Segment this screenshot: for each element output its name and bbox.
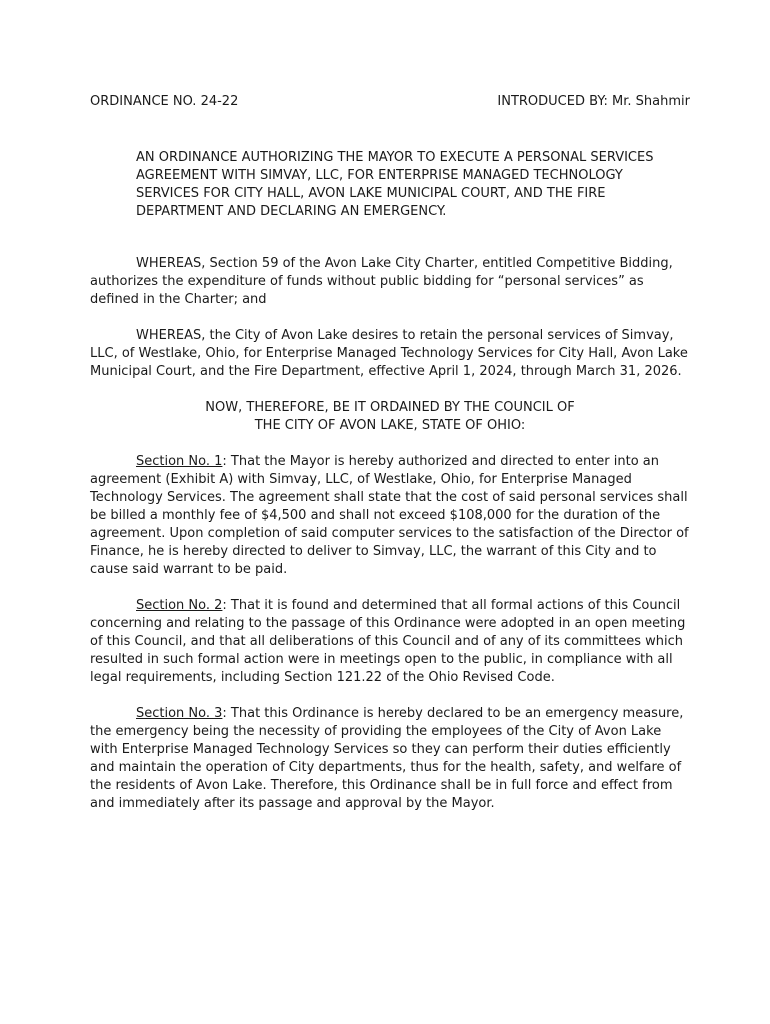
section-1-paragraph [90, 453, 690, 579]
document-header [90, 93, 690, 111]
section-3-paragraph [90, 705, 690, 813]
ordinance-body [90, 255, 690, 831]
section-2-text: : That it is found and determined that all formal actions of this Council concerning and relating to the passage of this Ordinance were adopted in an open meeting of this Council, and that all deliberations of this Council and of any of its committees which resulted in such formal action were in meetings open to the public, in compliance with all legal requirements, including Section 121.22 of the Ohio Revised Code. [90, 598, 686, 685]
whereas-paragraph-2: WHEREAS, the City of Avon Lake desires to retain the personal services of Simvay, LLC, of Westlake, Ohio, for Enterprise Managed Technology Services for City Hall, Avon Lake Municipal Court, and the Fire Department, effective April 1, 2024, through March 31, 2026. [90, 328, 688, 379]
ordinance-number: ORDINANCE NO. 24-22 [90, 94, 239, 109]
ordaining-clause-line-2: THE CITY OF AVON LAKE, STATE OF OHIO: [254, 418, 526, 433]
section-3-label: Section No. 3 [136, 706, 223, 721]
introduced-by: INTRODUCED BY: Mr. Shahmir [497, 94, 690, 109]
section-1-label: Section No. 1 [136, 454, 223, 469]
section-3-text: : That this Ordinance is hereby declared to be an emergency measure, the emergency being the necessity of providing the employees of the City of Avon Lake with Enterprise Managed Technology Services so they can perform their duties efficiently and maintain the operation of City departments, thus for the health, safety, and welfare of the residents of Avon Lake. Therefore, this Ordinance shall be in full force and effect from and immediately after its passage and approval by the Mayor. [90, 706, 684, 811]
ordaining-clause [90, 399, 690, 435]
section-2-label: Section No. 2 [136, 598, 223, 613]
ordinance-title: AN ORDINANCE AUTHORIZING THE MAYOR TO EXECUTE A PERSONAL SERVICES AGREEMENT WITH SIMVAY, LLC, FOR ENTERPRISE MANAGED TECHNOLOGY SERVICES FOR CITY HALL, AVON LAKE MUNICIPAL COURT, AND THE FIRE DEPARTMENT AND DECLARING AN EMERGENCY. [136, 150, 654, 219]
whereas-paragraph-1: WHEREAS, Section 59 of the Avon Lake City Charter, entitled Competitive Bidding, authorizes the expenditure of funds without public bidding for “personal services” as defined in the Charter; and [90, 256, 673, 307]
section-1-text: : That the Mayor is hereby authorized and directed to enter into an agreement (Exhibit A) with Simvay, LLC, of Westlake, Ohio, for Enterprise Managed Technology Services. The agreement shall state that the cost of said personal services shall be billed a monthly fee of $4,500 and shall not exceed $108,000 for the duration of the agreement. Upon completion of said computer services to the satisfaction of the Director of Finance, he is hereby directed to deliver to Simvay, LLC, the warrant of this City and to cause said warrant to be paid. [90, 454, 689, 577]
ordaining-clause-line-1: NOW, THEREFORE, BE IT ORDAINED BY THE COUNCIL OF [205, 400, 575, 415]
section-2-paragraph [90, 597, 690, 687]
